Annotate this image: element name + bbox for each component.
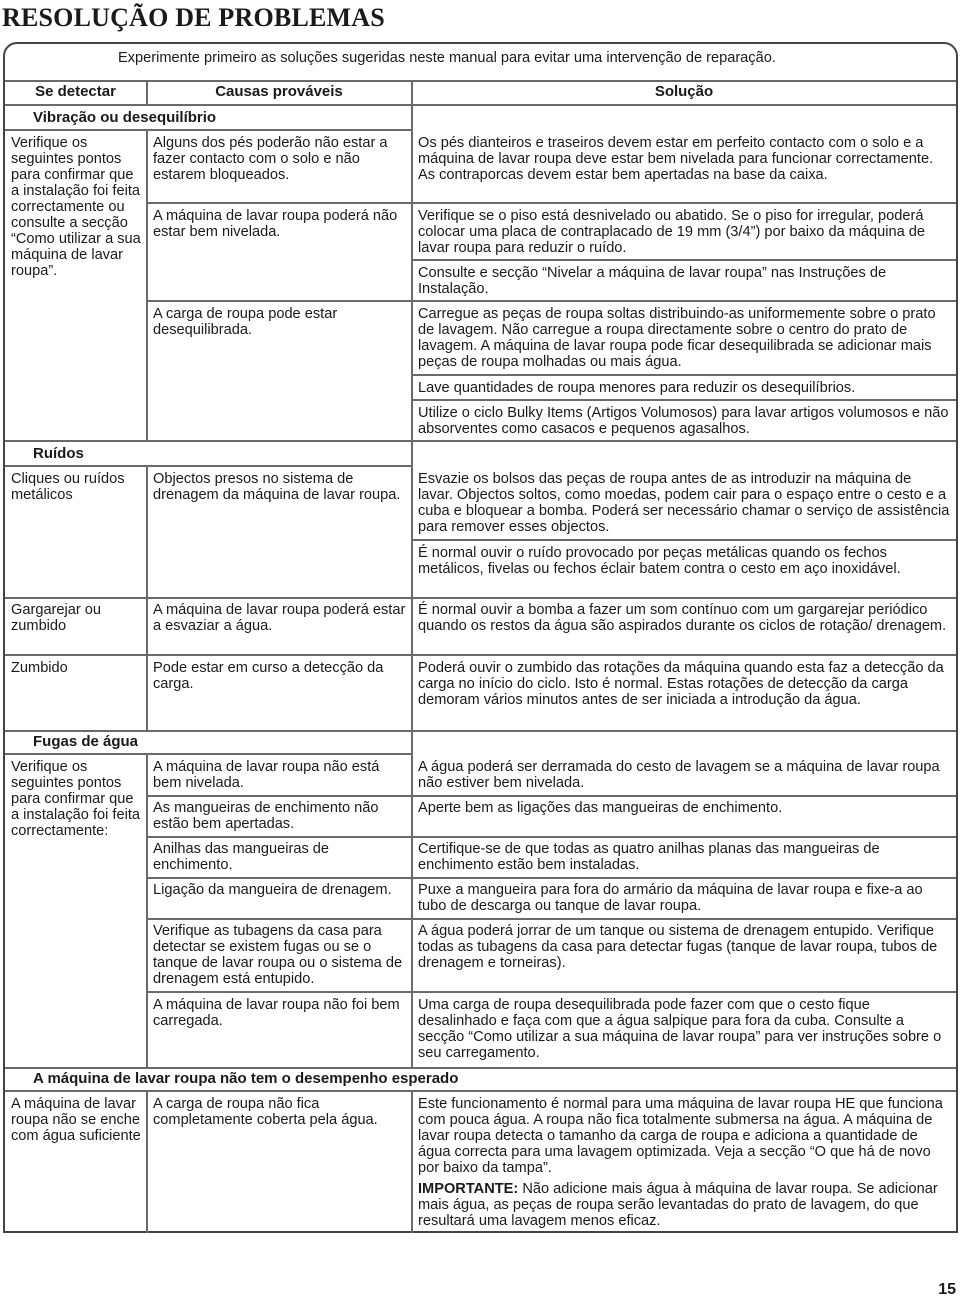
cause-cell: A carga de roupa não fica completamente coberta pela água. xyxy=(153,1096,378,1129)
cause-cell: Pode estar em curso a detecção da carga. xyxy=(153,660,384,693)
col-divider xyxy=(146,130,148,440)
important-note xyxy=(418,1181,950,1229)
symptom-cell: A máquina de lavar roupa não se enche com água suficiente xyxy=(11,1096,141,1145)
cause-cell: Alguns dos pés poderão não estar a fazer contacto com o solo e não estarem bloqueados. xyxy=(153,135,388,184)
symptom-cell: Cliques ou ruídos metálicos xyxy=(11,471,125,504)
header-solucao: Solução xyxy=(654,83,714,100)
solution-cell: A água poderá ser derramada do cesto de lavagem se a máquina de lavar roupa não estiver bem nivelada. xyxy=(418,759,940,792)
cause-cell: Objectos presos no sistema de drenagem da máquina de lavar roupa. xyxy=(153,471,401,504)
solution-cell: Consulte e secção “Nivelar a máquina de lavar roupa” nas Instruções de Instalação. xyxy=(418,265,887,298)
symptom-cell: Verifique os seguintes pontos para confirmar que a instalação foi feita correctamente ou consulte a secção “Como utilizar a sua máquina de lavar roupa”. xyxy=(11,135,141,280)
row-rule xyxy=(412,374,956,376)
solution-cell: Este funcionamento é normal para uma máquina de lavar roupa HE que funciona com pouca água. A roupa não fica totalmente submersa na água. A máquina de lavar roupa detecta o tamanho da carga de roupa e adiciona a quantidade de água correcta para uma lavagem optimizada. Veja a secção “O que há de novo por baixo da tampa”. xyxy=(418,1096,943,1177)
col-divider xyxy=(411,1091,413,1233)
header-divider-1 xyxy=(146,81,148,105)
row-rule xyxy=(147,202,956,204)
cause-cell: A máquina de lavar roupa poderá estar a esvaziar a água. xyxy=(153,602,406,635)
solution-cell: Carregue as peças de roupa soltas distribuindo-as uniformemente sobre o prato de lavagem. Não carregue a roupa directamente sobre o centro do prato de lavagem. A máquina de lavar roupa pode ficar desequilibrada se adicionar mais peças de roupa molhadas ou mais água. xyxy=(418,306,936,371)
row-rule xyxy=(147,795,956,797)
section-title-ruidos: Ruídos xyxy=(33,445,84,462)
solution-cell: Verifique se o piso está desnivelado ou abatido. Se o piso for irregular, poderá colocar uma placa de contraplacado de 19 mm (3/4”) por baixo da máquina de lavar roupa para reduzir o ruído. xyxy=(418,208,926,257)
solution-cell: Poderá ouvir o zumbido das rotações da máquina quando esta faz a detecção da carga no início do ciclo. Isto é normal. Estas rotações de detecção da carga demoram vários minutos antes de ser iniciada a introdução da água. xyxy=(418,660,944,709)
row-rule xyxy=(5,597,956,599)
cause-cell: A máquina de lavar roupa não está bem nivelada. xyxy=(153,759,380,792)
solution-cell: Esvazie os bolsos das peças de roupa antes de as introduzir na máquina de lavar. Objectos soltos, como moedas, podem cair para o espaço entre o cesto e a cuba e bloquear a bomba. Poderá ser necessário chamar o serviço de assistência para remover esses objectos. xyxy=(418,471,950,536)
page-number: 15 xyxy=(938,1281,956,1298)
solution-cell: Uma carga de roupa desequilibrada pode fazer com que o cesto fique desalinhado e faça com que a água salpique para fora da cuba. Consulte a secção “Como utilizar a sua máquina de lavar roupa” para ver instruções sobre o seu carregamento. xyxy=(418,997,942,1062)
page-title: RESOLUÇÃO DE PROBLEMAS xyxy=(2,3,385,32)
row-rule xyxy=(147,300,956,302)
cause-cell: A máquina de lavar roupa poderá não estar bem nivelada. xyxy=(153,208,398,241)
section-title-vibracao: Vibração ou desequilíbrio xyxy=(33,109,217,126)
intro-text: Experimente primeiro as soluções sugeridas neste manual para evitar uma intervenção de reparação. xyxy=(118,50,776,66)
cause-cell: Ligação da mangueira de drenagem. xyxy=(153,882,392,898)
col-divider xyxy=(411,731,413,1067)
col-divider xyxy=(411,105,413,440)
row-rule xyxy=(412,399,956,401)
header-bottom-rule xyxy=(5,104,956,106)
header-se-detectar: Se detectar xyxy=(35,83,116,100)
section-rule-vibracao xyxy=(5,129,412,131)
important-label: IMPORTANTE: xyxy=(418,1181,519,1197)
symptom-cell: Zumbido xyxy=(11,660,68,676)
solution-cell: Lave quantidades de roupa menores para reduzir os desequilíbrios. xyxy=(418,380,856,396)
row-rule xyxy=(412,259,956,261)
header-causas: Causas prováveis xyxy=(215,83,343,100)
section-title-fugas: Fugas de água xyxy=(33,733,139,750)
header-divider-2 xyxy=(411,81,413,105)
section-end-rule xyxy=(5,730,956,732)
col-divider xyxy=(146,1091,148,1233)
row-rule xyxy=(147,877,956,879)
cause-cell: Verifique as tubagens da casa para detectar se existem fugas ou se o tanque de lavar roupa ou o sistema de drenagem está entupido. xyxy=(153,923,403,988)
row-rule xyxy=(147,836,956,838)
header-top-rule xyxy=(5,80,956,82)
cause-cell: A máquina de lavar roupa não foi bem carregada. xyxy=(153,997,400,1030)
col-divider xyxy=(411,441,413,730)
row-rule xyxy=(5,654,956,656)
section-end-rule xyxy=(5,1067,956,1069)
section-rule-fugas xyxy=(5,753,412,755)
solution-cell: A água poderá jorrar de um tanque ou sistema de drenagem entupido. Verifique todas as tubagens da casa para detectar fugas (tanque de lavar roupa, tubos de drenagem e torneiras). xyxy=(418,923,938,972)
solution-cell: É normal ouvir a bomba a fazer um som contínuo com um gargarejar periódico quando os restos da água são aspirados durante os ciclos de rotação/ drenagem. xyxy=(418,602,947,635)
solution-cell: Aperte bem as ligações das mangueiras de enchimento. xyxy=(418,800,783,816)
row-rule xyxy=(147,918,956,920)
section-end-rule xyxy=(5,440,956,442)
section-rule-ruidos xyxy=(5,465,412,467)
symptom-cell: Gargarejar ou zumbido xyxy=(11,602,102,635)
section-rule-desempenho xyxy=(5,1090,956,1092)
solution-cell: Certifique-se de que todas as quatro anilhas planas das mangueiras de enchimento estão bem instaladas. xyxy=(418,841,880,874)
important-text: Não adicione mais água à máquina de lavar roupa. Se adicionar mais água, as peças de roupa serão levantadas do prato de lavagem, do que resultará uma lavagem menos eficaz. xyxy=(418,1181,938,1230)
col-divider xyxy=(146,754,148,1067)
solution-cell: É normal ouvir o ruído provocado por peças metálicas quando os fechos metálicos, fivelas ou fechos éclair batem contra o cesto em aço inoxidável. xyxy=(418,545,901,578)
cause-cell: A carga de roupa pode estar desequilibrada. xyxy=(153,306,338,339)
solution-cell: Puxe a mangueira para fora do armário da máquina de lavar roupa e fixe-a ao tubo de descarga ou tanque de lavar roupa. xyxy=(418,882,923,915)
solution-cell: Utilize o ciclo Bulky Items (Artigos Volumosos) para lavar artigos volumosos e não absorventes como casacos e pequenos agasalhos. xyxy=(418,405,949,438)
row-rule xyxy=(147,991,956,993)
cause-cell: As mangueiras de enchimento não estão bem apertadas. xyxy=(153,800,379,833)
row-rule xyxy=(412,539,956,541)
symptom-cell: Verifique os seguintes pontos para confirmar que a instalação foi feita correctamente: xyxy=(11,759,140,840)
cause-cell: Anilhas das mangueiras de enchimento. xyxy=(153,841,330,874)
solution-cell: Os pés dianteiros e traseiros devem estar em perfeito contacto com o solo e a máquina de lavar roupa deve estar bem nivelada para funcionar correctamente. As contraporcas devem estar bem apertadas na base da caixa. xyxy=(418,135,934,184)
section-title-desempenho: A máquina de lavar roupa não tem o desempenho esperado xyxy=(33,1070,459,1087)
